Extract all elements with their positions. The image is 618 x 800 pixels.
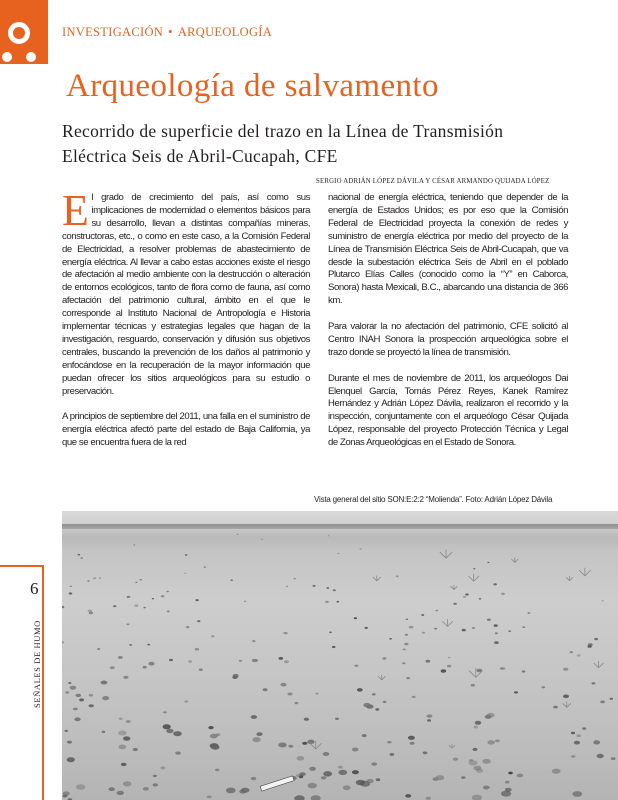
photo-caption: Vista general del sitio SON:E:2:2 “Molienda”. Foto: Adrián López Dávila: [314, 495, 553, 504]
article-title: Arqueología de salvamento: [66, 68, 439, 104]
article-subtitle: Recorrido de superficie del trazo en la Línea de Transmisión Eléctrica Seis de Abril-Cucapah, CFE: [62, 121, 504, 166]
subsection-label: ARQUEOLOGÍA: [177, 25, 273, 39]
paragraph: Durante el mes de noviembre de 2011, los arqueólogos Dai Elenquel García, Tomás Pérez Reyes, Kanek Ramírez Hernández y Adrián López Dávila, realizaron el recorrido y la inspección, conjuntamente con el arqueólogo César Quijada López, responsable del proyecto Protección Técnica y Legal de Zonas Arqueológicas en el Estado de Sonora.: [328, 372, 568, 449]
photo-stones: [62, 511, 618, 800]
paragraph: nacional de energía eléctrica, teniendo que depender de la energía de Estados Unidos; es por eso que la Comisión Federal de Electricidad proyecta la conexión de redes y suministro de energía eléctrica por medio del proyecto de la Línea de Transmisión Eléctrica Seis de Abril-Cucapah, que va desde la subestación eléctrica Seis de Abril en el poblado Plutarco Elías Calles (conocido como la “Y” en Caborca, Sonora) hasta Mexicali, B.C., abarcando una distancia de 366 km.: [328, 192, 568, 307]
right-column: [328, 192, 568, 463]
left-column: [62, 186, 310, 463]
article-authors: SERGIO ADRIÁN LÓPEZ DÁVILA Y CÉSAR ARMANDO QUIJADA LÓPEZ: [316, 178, 550, 185]
section-separator: •: [168, 25, 173, 39]
magazine-logo-icon: [0, 0, 48, 64]
paragraph: El grado de crecimiento del país, así como sus implicaciones de modernidad o elementos básicos para su desarrollo, llevan a distintas compañías mineras, constructoras, etc., o como en este caso, a la Comisión Federal de Electricidad, a resolver problemas de abastecimiento de energía eléctrica. Al llevar a cabo estas acciones existe el riesgo de afectación al medio ambiente con la destrucción o alteración de entornos ecológicos, tanto de flora como de fauna, así como afectación del patrimonio cultural, ámbito en el que le corresponde al Instituto Nacional de Antropología e Historia implementar técnicas y estrategias legales que hagan de la investigación, resguardo, conservación y difusión sus objetivos centrales, buscando la prevención de los daños al patrimonio y enfocándose en la recuperación de la mayor información que puedan ofrecer los sitios arqueológicos para su estudio o preservación.: [62, 186, 310, 397]
paragraph: A principios de septiembre del 2011, una falla en el suministro de energía eléctrica afectó parte del estado de Baja California, ya que se encuentra fuera de la red: [62, 411, 310, 449]
paragraph: Para valorar la no afectación del patrimonio, CFE solicitó al Centro INAH Sonora la prospección arqueológica sobre el trazo donde se proyectó la línea de transmisión.: [328, 321, 568, 358]
drop-cap: E: [62, 186, 89, 235]
magazine-name: SEÑALES DE HUMO: [32, 620, 42, 708]
section-tag: [62, 25, 272, 40]
site-photo: [62, 511, 618, 800]
section-label: INVESTIGACIÓN: [62, 25, 164, 39]
page-number: 6: [30, 579, 39, 598]
